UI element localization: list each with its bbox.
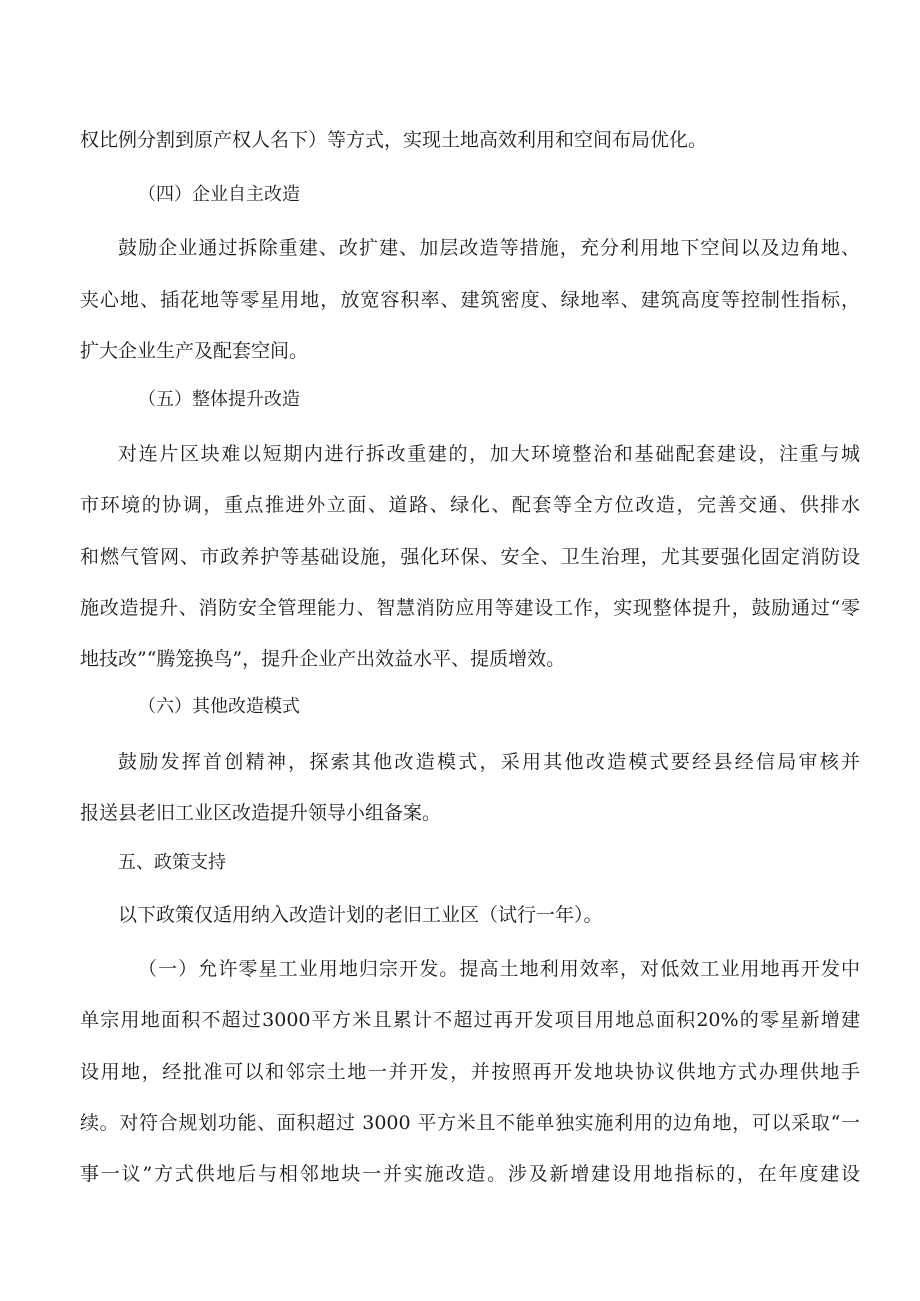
section-heading: （五）整体提升改造 bbox=[138, 389, 300, 410]
paragraph-line: 权比例分割到原产权人名下）等方式，实现土地高效利用和空间布局优化。 bbox=[80, 129, 708, 151]
paragraph-line: 事一议”方式供地后与相邻地块一并实施改造。涉及新增建设用地指标的，在年度建设 bbox=[80, 1163, 860, 1185]
paragraph-line: 单宗用地面积不超过3000平方米且累计不超过再开发项目用地总面积20%的零星新增建 bbox=[80, 1009, 860, 1031]
paragraph-line: 报送县老旧工业区改造提升领导小组备案。 bbox=[80, 802, 442, 824]
paragraph-line: 对连片区块难以短期内进行拆改重建的，加大环境整治和基础配套建设，注重与城 bbox=[118, 443, 860, 465]
paragraph-line: 市环境的协调，重点推进外立面、道路、绿化、配套等全方位改造，完善交通、供排水 bbox=[80, 494, 860, 516]
paragraph-line: 鼓励发挥首创精神，探索其他改造模式，采用其他改造模式要经县经信局审核并 bbox=[118, 751, 860, 773]
paragraph-line: 和燃气管网、市政养护等基础设施，强化环保、安全、卫生治理，尤其要强化固定消防设 bbox=[80, 546, 860, 568]
paragraph-line: （一）允许零星工业用地归宗开发。提高土地利用效率，对低效工业用地再开发中 bbox=[138, 958, 860, 980]
section-heading: （四）企业自主改造 bbox=[138, 184, 300, 205]
paragraph-line: 设用地，经批准可以和邻宗土地一并开发，并按照再开发地块协议供地方式办理供地手 bbox=[80, 1061, 860, 1083]
paragraph-line: 续。对符合规划功能、面积超过 3000 平方米且不能单独实施利用的边角地，可以采取“一 bbox=[80, 1112, 860, 1134]
paragraph-line: 以下政策仅适用纳入改造计划的老旧工业区（试行一年）。 bbox=[118, 904, 603, 926]
paragraph-line: 夹心地、插花地等零星用地，放宽容积率、建筑密度、绿地率、建筑高度等控制性指标， bbox=[80, 289, 860, 311]
paragraph-line: 施改造提升、消防安全管理能力、智慧消防应用等建设工作，实现整体提升，鼓励通过“零 bbox=[80, 597, 860, 619]
paragraph-line: 鼓励企业通过拆除重建、改扩建、加层改造等措施，充分利用地下空间以及边角地、 bbox=[118, 237, 860, 259]
section-heading: 五、政策支持 bbox=[118, 852, 226, 873]
paragraph-line: 地技改”“腾笼换鸟”，提升企业产出效益水平、提质增效。 bbox=[80, 648, 566, 670]
section-heading: （六）其他改造模式 bbox=[138, 696, 300, 717]
paragraph-line: 扩大企业生产及配套空间。 bbox=[80, 340, 309, 362]
